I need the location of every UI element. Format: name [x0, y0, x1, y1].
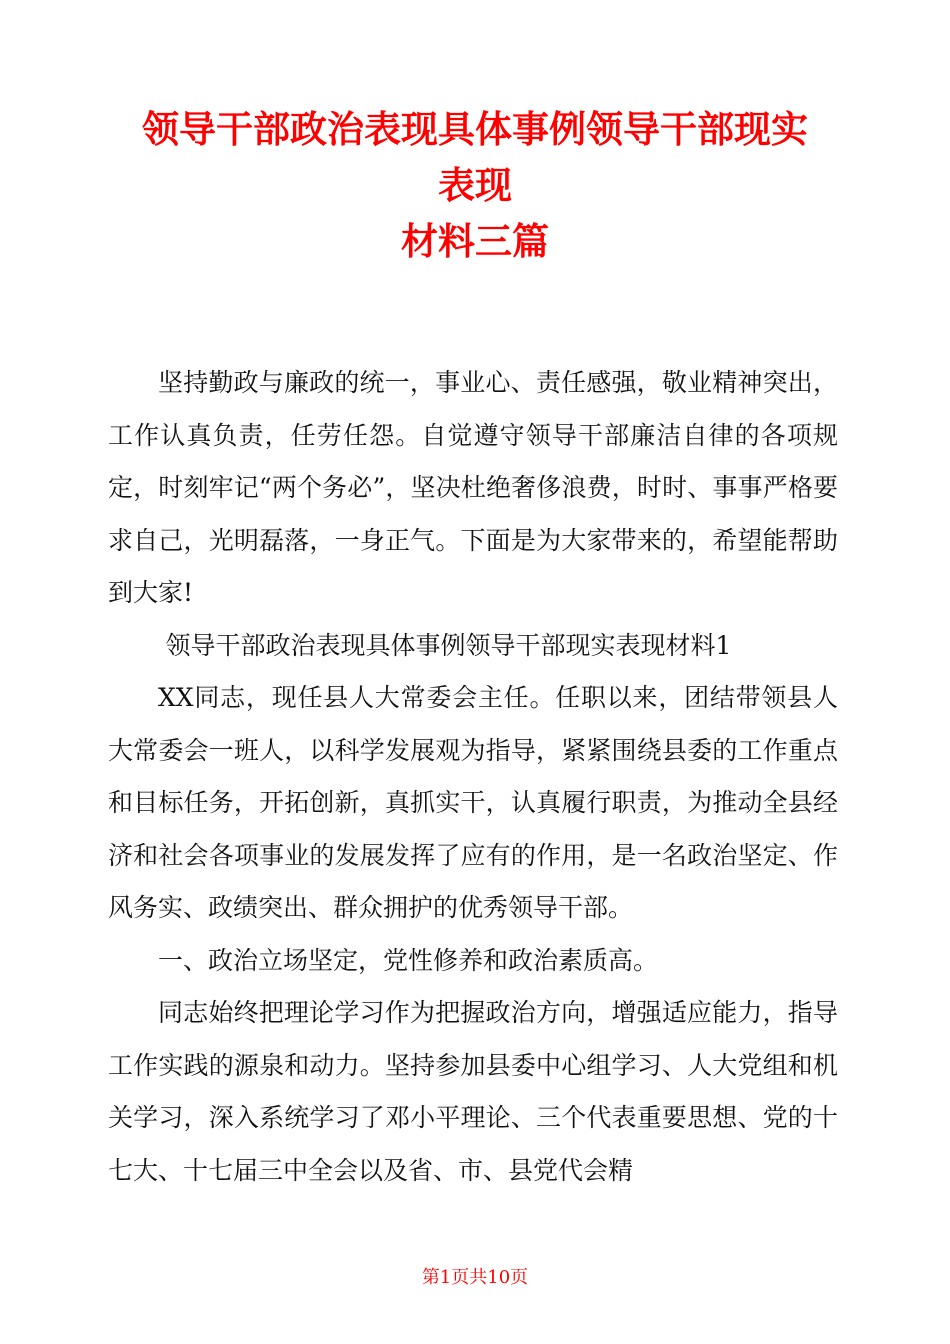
title-line: 表现	[438, 164, 512, 207]
body-paragraph: 同志始终把理论学习作为把握政治方向，增强适应能力，指导工作实践的源泉和动力。坚持参加县委中心组学习、人大党组和机关学习，深入系统学习了邓小平理论、三个代表重要思想、党的十七大、十七届三中全会以及省、市、县党代会精	[108, 998, 838, 1185]
intro-paragraph: 坚持勤政与廉政的统一，事业心、责任感强，敬业精神突出，工作认真负责，任劳任怨。自觉遵守领导干部廉洁自律的各项规定，时刻牢记“两个务必”，坚决杜绝奢侈浪费，时时、事事严格要求自己，光明磊落，一身正气。下面是为大家带来的，希望能帮助到大家!	[108, 368, 838, 607]
section-heading: 一、政治立场坚定，党性修养和政治素质高。	[158, 945, 659, 975]
title-line: 材料三篇	[401, 220, 549, 263]
page-footer: 第1页共10页	[421, 1267, 529, 1288]
document-title	[60, 102, 890, 270]
section-heading: 领导干部政治表现具体事例领导干部现实表现材料1	[165, 630, 732, 660]
document-body	[108, 357, 838, 1197]
body-paragraph: XX同志，现任县人大常委会主任。任职以来，团结带领县人大常委会一班人，以科学发展观为指导，紧紧围绕县委的工作重点和目标任务，开拓创新，真抓实干，认真履行职责，为推动全县经济和社会各项事业的发展发挥了应有的作用，是一名政治坚定、作风务实、政绩突出、群众拥护的优秀领导干部。	[108, 683, 838, 922]
title-line: 领导干部政治表现具体事例领导干部现实	[142, 108, 808, 151]
